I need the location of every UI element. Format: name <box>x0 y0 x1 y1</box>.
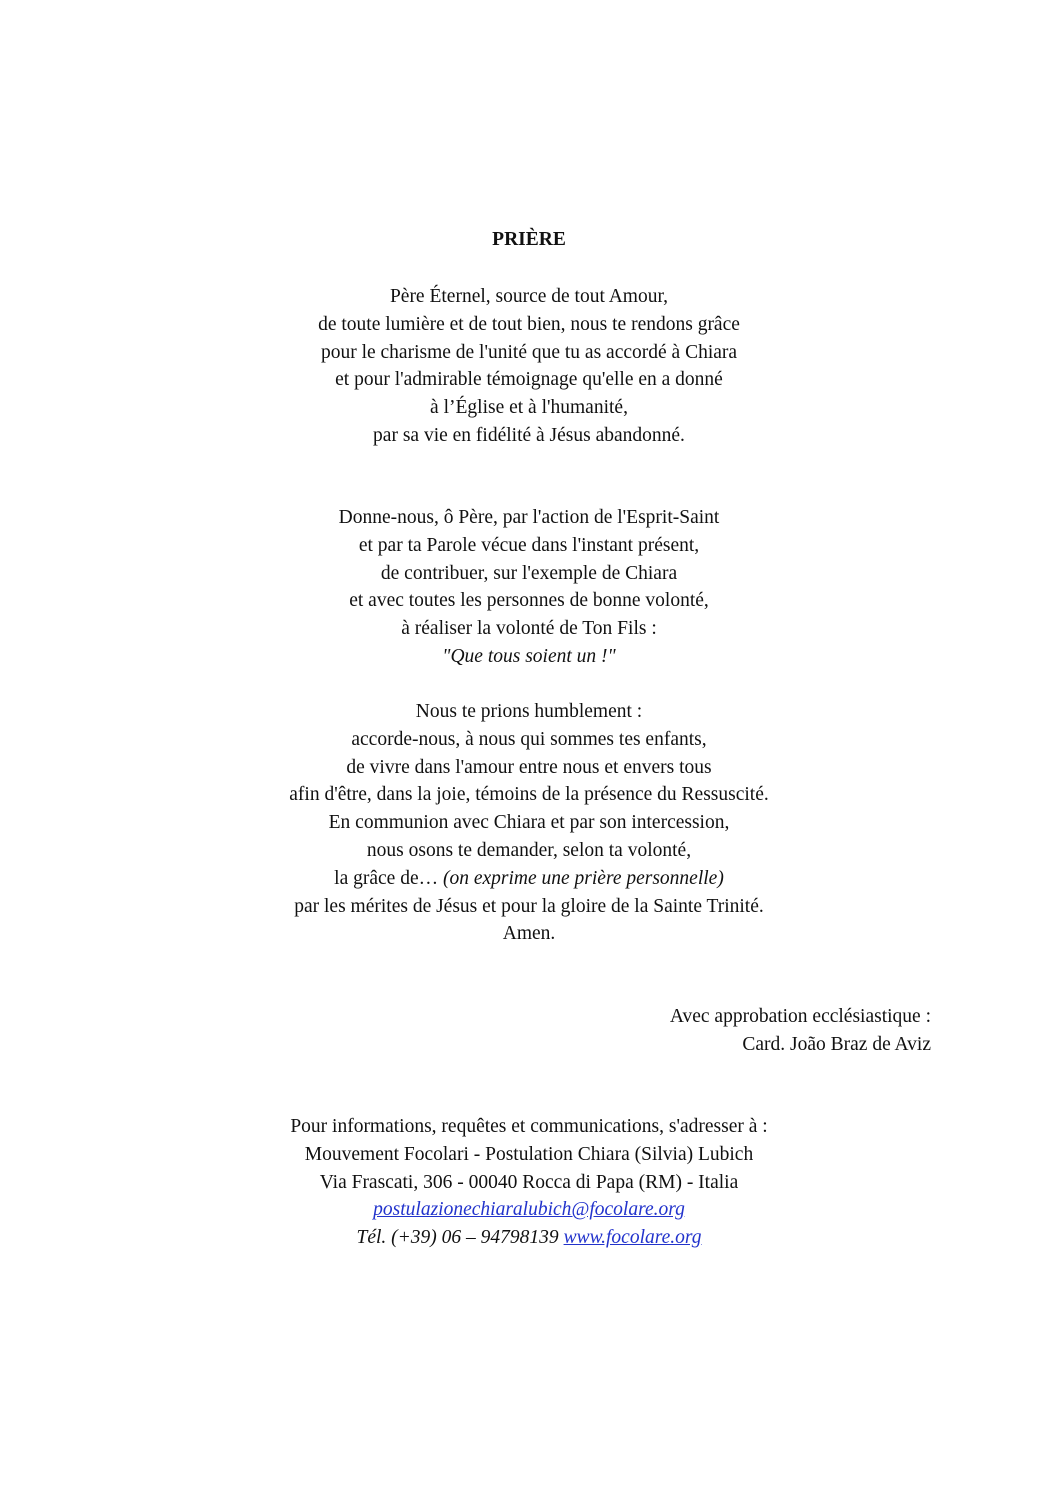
stanza-1-line: et pour l'admirable témoignage qu'elle en a donné <box>335 369 723 391</box>
contact-address: Via Frascati, 306 - 00040 Rocca di Papa (RM) - Italia <box>319 1171 739 1193</box>
stanza-2 <box>0 504 1058 671</box>
stanza-3-line: accorde-nous, à nous qui sommes tes enfants, <box>351 728 707 750</box>
stanza-3 <box>0 698 1058 948</box>
email-link[interactable]: postulazionechiaralubich@focolare.org <box>373 1199 685 1221</box>
contact-organization: Mouvement Focolari - Postulation Chiara (Silvia) Lubich <box>304 1143 754 1165</box>
stanza-1-line: de toute lumière et de tout bien, nous te rendons grâce <box>318 313 740 335</box>
stanza-1-line: pour le charisme de l'unité que tu as accordé à Chiara <box>320 341 738 363</box>
stanza-2-quote: "Que tous soient un !" <box>442 645 616 667</box>
stanza-2-line: de contribuer, sur l'exemple de Chiara <box>380 562 678 584</box>
stanza-1 <box>0 283 1058 450</box>
contact-email-line <box>0 1196 1058 1224</box>
stanza-3-line: nous osons te demander, selon ta volonté, <box>366 839 692 861</box>
contact-phone-line <box>0 1224 1058 1252</box>
contact-intro: Pour informations, requêtes et communications, s'adresser à : <box>290 1116 768 1137</box>
approval-label: Avec approbation ecclésiastique : <box>669 1006 931 1027</box>
contact-block <box>0 1113 1058 1252</box>
phone-number: Tél. (+39) 06 – 94798139 <box>356 1227 564 1249</box>
stanza-3-grace-line <box>0 865 1058 893</box>
website-link[interactable]: www.focolare.org <box>563 1227 702 1249</box>
stanza-2-line: et avec toutes les personnes de bonne volonté, <box>349 590 709 612</box>
stanza-2-line: à réaliser la volonté de Ton Fils : <box>401 618 657 640</box>
grace-personal-prayer-note: (on exprime une prière personnelle) <box>442 867 724 889</box>
approval-signatory: Card. João Braz de Aviz <box>742 1033 931 1055</box>
stanza-3-line: afin d'être, dans la joie, témoins de la présence du Ressuscité. <box>289 784 769 806</box>
stanza-1-line: par sa vie en fidélité à Jésus abandonné. <box>373 424 685 446</box>
ecclesiastical-approval <box>670 1003 931 1059</box>
grace-prefix: la grâce de… <box>334 867 443 889</box>
stanza-1-line: Père Éternel, source de tout Amour, <box>389 286 669 307</box>
stanza-1-line: à l’Église et à l'humanité, <box>430 397 628 419</box>
stanza-2-line: et par ta Parole vécue dans l'instant présent, <box>358 534 700 556</box>
amen-line: Amen. <box>502 923 556 945</box>
stanza-3-line: En communion avec Chiara et par son intercession, <box>328 812 730 834</box>
prayer-title <box>0 226 1058 254</box>
stanza-3-line: par les mérites de Jésus et pour la gloire de la Sainte Trinité. <box>294 895 764 917</box>
stanza-2-line: Donne-nous, ô Père, par l'action de l'Esprit-Saint <box>338 507 720 528</box>
stanza-3-line: Nous te prions humblement : <box>415 701 643 722</box>
stanza-3-line: de vivre dans l'amour entre nous et envers tous <box>346 756 712 778</box>
prayer-title-text: PRIÈRE <box>492 229 566 250</box>
